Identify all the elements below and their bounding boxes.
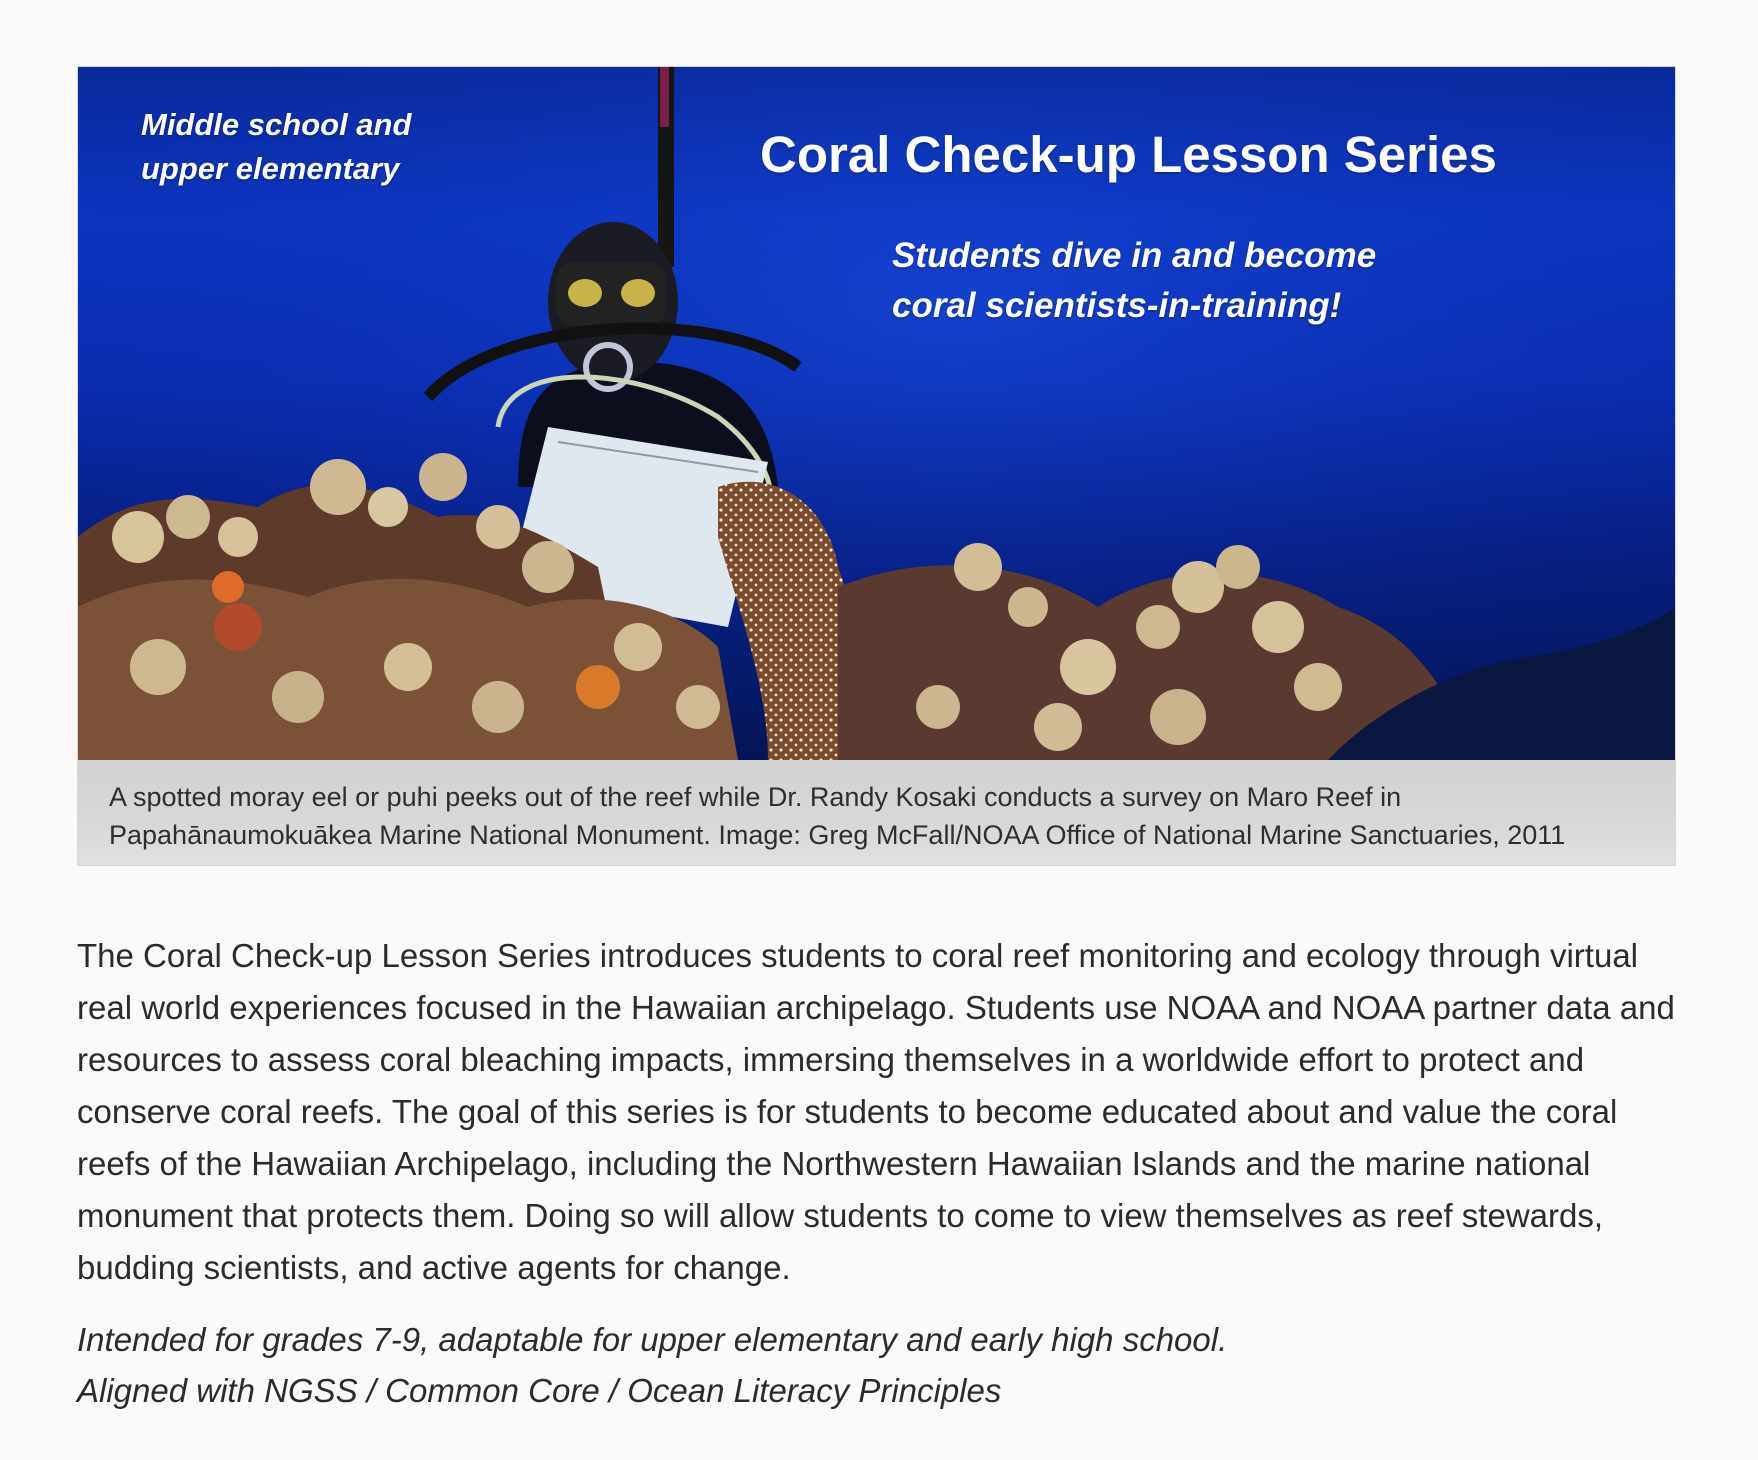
audience-label: Middle school and upper elementary bbox=[141, 107, 412, 186]
series-tagline: Students dive in and become coral scientists-in-training! bbox=[892, 236, 1377, 325]
grade-range-note: Intended for grades 7-9, adaptable for upper elementary and early high school. bbox=[77, 1321, 1228, 1358]
hero-figure bbox=[77, 66, 1676, 866]
series-title: Coral Check-up Lesson Series bbox=[760, 126, 1497, 183]
series-notes bbox=[77, 1314, 1677, 1416]
image-caption: A spotted moray eel or puhi peeks out of the reef while Dr. Randy Kosaki conducts a survey on Maro Reef in Papahānaumokuākea Marine National Monument. Image: Greg McFall/NOAA Office of National Marine Sanctuaries, 2011 bbox=[78, 760, 1675, 866]
series-description: The Coral Check-up Lesson Series introduces students to coral reef monitoring and ecology through virtual real world experiences focused in the Hawaiian archipelago. Students use NOAA and NOAA partner data and resources to assess coral bleaching impacts, immersing themselves in a worldwide effort to protect and conserve coral reefs. The goal of this series is for students to become educated about and value the coral reefs of the Hawaiian Archipelago, including the Northwestern Hawaiian Islands and the marine national monument that protects them. Doing so will allow students to come to view themselves as reef stewards, budding scientists, and active agents for change. bbox=[77, 937, 1675, 1286]
standards-alignment-note: Aligned with NGSS / Common Core / Ocean Literacy Principles bbox=[77, 1372, 1002, 1409]
hero-image bbox=[78, 67, 1675, 760]
